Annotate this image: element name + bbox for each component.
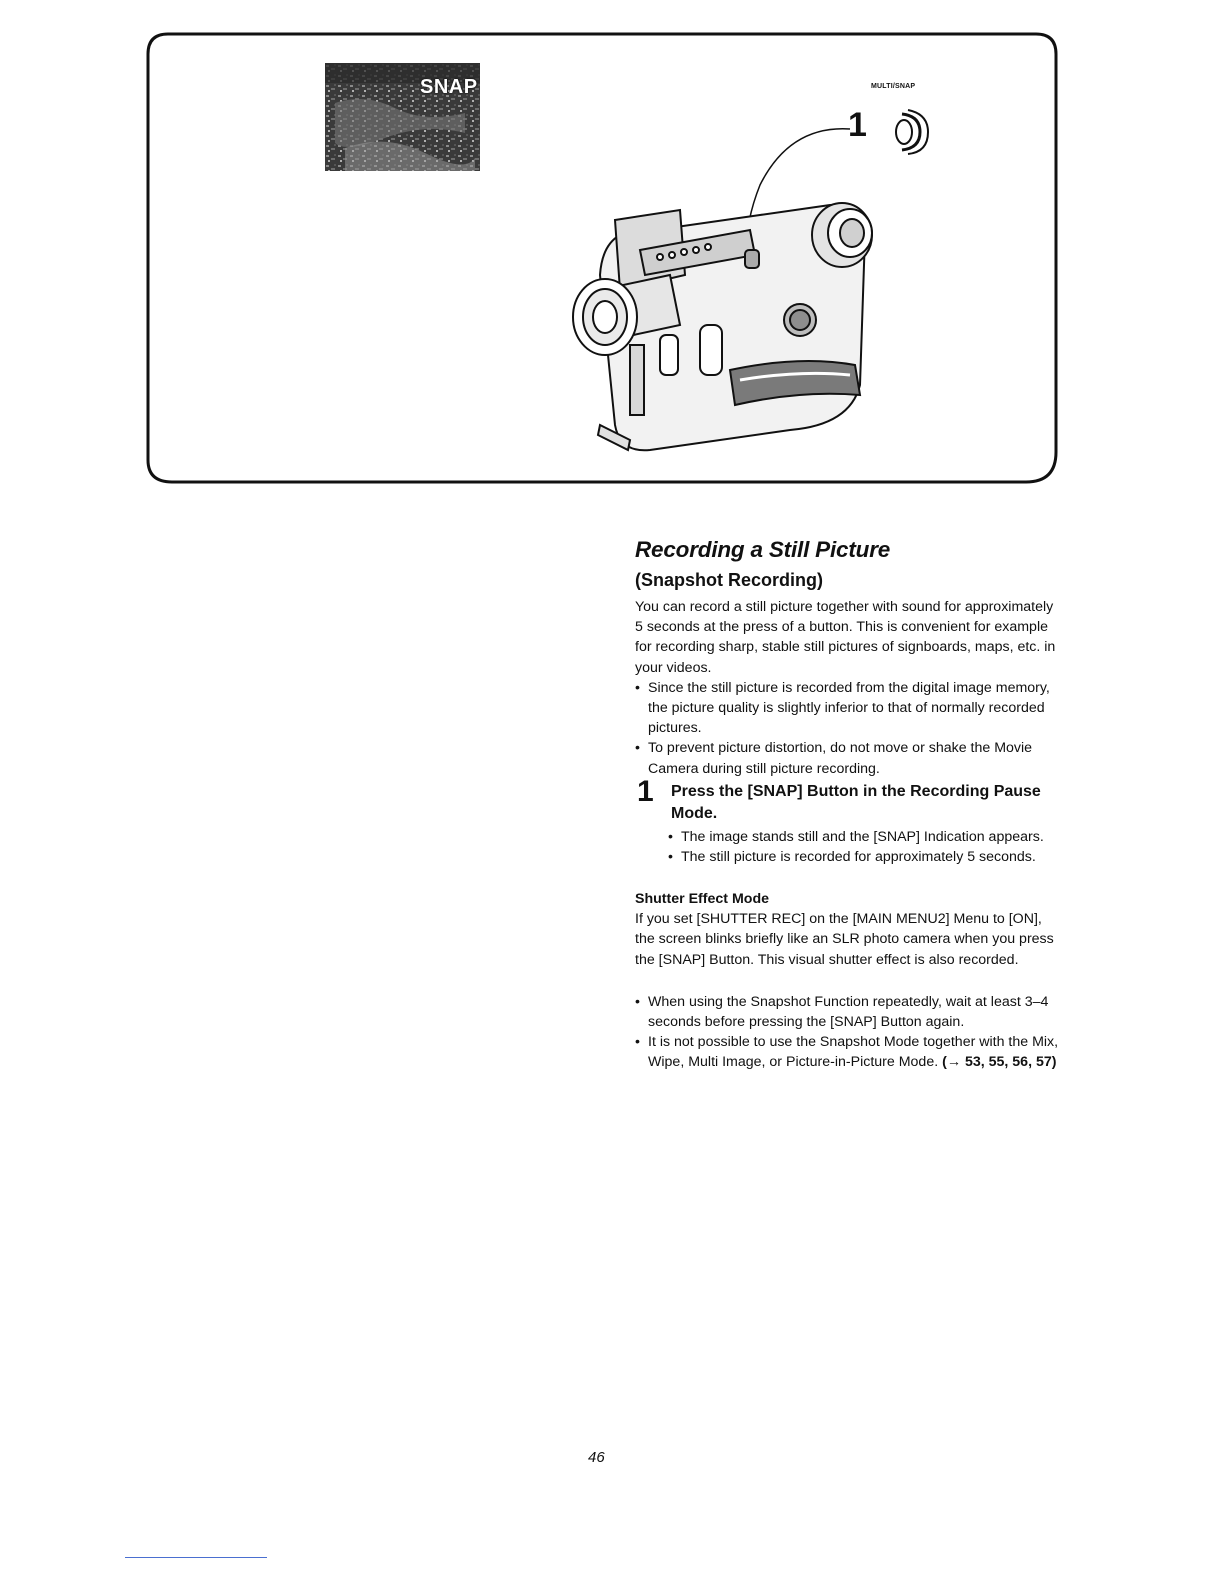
footer-rule <box>125 1557 267 1558</box>
intro-bullets <box>635 678 1065 779</box>
callout-number: 1 <box>848 106 867 144</box>
shutter-heading: Shutter Effect Mode <box>635 891 769 908</box>
multi-snap-button-label: MULTI/SNAP <box>871 83 916 90</box>
snap-indication: SNAP <box>420 76 478 98</box>
intro-paragraph: You can record a still picture together with sound for approximately 5 seconds at the press of a button. This is convenient for example for recording sharp, stable still pictures of signboards, maps, etc. in your videos. <box>635 599 1056 676</box>
step-number: 1 <box>637 774 654 808</box>
step-bullets <box>668 827 1065 867</box>
step-title: Press the [SNAP] Button in the Recording Pause Mode. <box>671 782 1041 822</box>
step-1 <box>635 774 1065 867</box>
list-item: • To prevent picture distortion, do not move or shake the Movie Camera during still picture recording. <box>635 738 1065 778</box>
list-item: • The still picture is recorded for approximately 5 seconds. <box>668 847 1065 867</box>
list-item: • Since the still picture is recorded from the digital image memory, the picture quality is slightly inferior to that of normally recorded pictures. <box>635 678 1065 739</box>
snap-button-icon <box>890 106 930 158</box>
shutter-paragraph: If you set [SHUTTER REC] on the [MAIN MENU2] Menu to [ON], the screen blinks briefly like an SLR photo camera when you press the [SNAP] Button. This visual shutter effect is also recorded. <box>635 911 1054 968</box>
list-item: • The image stands still and the [SNAP] Indication appears. <box>668 827 1065 847</box>
page-number: 46 <box>588 1449 605 1466</box>
text-column <box>635 535 1065 1073</box>
list-item <box>635 1032 1065 1072</box>
list-item: • When using the Snapshot Function repeatedly, wait at least 3–4 seconds before pressing the [SNAP] Button again. <box>635 992 1065 1032</box>
camcorder-illustration <box>560 195 890 460</box>
page-subtitle: (Snapshot Recording) <box>635 570 823 590</box>
page-reference: (→ 53, 55, 56, 57) <box>942 1054 1057 1071</box>
note-bullets <box>635 992 1065 1073</box>
note-text: It is not possible to use the Snapshot Mode together with the Mix, Wipe, Multi Image, or Picture-in-Picture Mode. <box>648 1034 1059 1071</box>
page-title: Recording a Still Picture <box>635 537 891 562</box>
